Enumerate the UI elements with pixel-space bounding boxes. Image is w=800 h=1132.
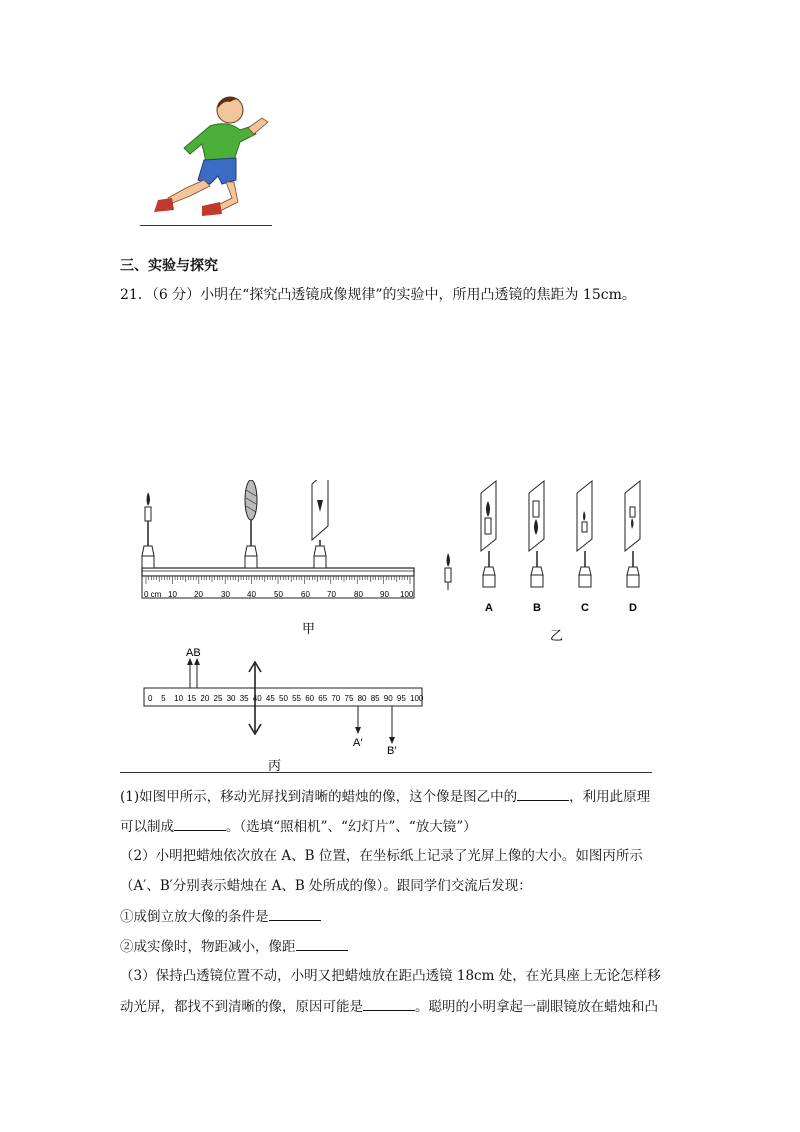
bing-scale-label: 5 bbox=[161, 694, 166, 703]
figure-yi bbox=[436, 475, 666, 650]
runner-illustration bbox=[140, 88, 280, 223]
image-label-b: B′ bbox=[387, 745, 397, 757]
blank-5[interactable] bbox=[363, 996, 415, 1011]
bing-scale-label: 25 bbox=[213, 694, 223, 703]
bing-scale-label: 55 bbox=[292, 694, 302, 703]
jia-label-50: 50 bbox=[274, 590, 283, 599]
yi-option-b[interactable] bbox=[529, 481, 544, 614]
option-b-label: B bbox=[533, 602, 541, 614]
bing-scale-label: 95 bbox=[396, 694, 406, 703]
answer-line bbox=[140, 225, 272, 226]
yi-option-c[interactable] bbox=[577, 481, 592, 614]
bing-scale-label: 60 bbox=[305, 694, 315, 703]
option-d-label: D bbox=[629, 602, 637, 614]
blank-1[interactable] bbox=[517, 786, 569, 801]
bing-scale-label: 90 bbox=[383, 694, 393, 703]
figure-bing-caption: 丙 bbox=[268, 758, 282, 773]
object-arrows bbox=[186, 647, 201, 688]
section-title: 三、实验与探究 bbox=[120, 258, 218, 274]
light-screen bbox=[312, 480, 328, 568]
bing-scale-label: 30 bbox=[226, 694, 236, 703]
bing-scale-label: 45 bbox=[265, 694, 275, 703]
part2-sub1 bbox=[120, 906, 321, 927]
bing-scale-label: 0 bbox=[148, 694, 153, 703]
part3-text-a: 动光屏，都找不到清晰的像，原因可能是 bbox=[120, 999, 363, 1015]
figure-bing bbox=[140, 640, 440, 775]
part2-line1: （2）小明把蜡烛依次放在 A、B 位置，在坐标纸上记录了光屏上像的大小。如图丙所示 bbox=[120, 848, 643, 864]
bing-scale-label: 75 bbox=[344, 694, 354, 703]
part3-line1: （3）保持凸透镜位置不动，小明又把蜡烛放在距凸透镜 18cm 处，在光具座上无论怎样移 bbox=[120, 968, 661, 984]
convex-lens bbox=[245, 480, 257, 568]
jia-label-10: 10 bbox=[168, 590, 177, 599]
part2-line2: （A′、B′分别表示蜡烛在 A、B 处所成的像）。跟同学们交流后发现： bbox=[120, 878, 532, 894]
yi-option-d[interactable] bbox=[625, 481, 640, 614]
option-a-label: A bbox=[485, 602, 493, 614]
figure-jia-caption: 甲 bbox=[302, 621, 316, 636]
jia-label-80: 80 bbox=[354, 590, 363, 599]
jia-label-20: 20 bbox=[194, 590, 203, 599]
part3-text-b: 。聪明的小明拿起一副眼镜放在蜡烛和凸 bbox=[415, 999, 658, 1015]
part3-line2 bbox=[120, 996, 658, 1017]
yi-candle bbox=[445, 553, 451, 590]
part2-sub2 bbox=[120, 936, 348, 957]
part1-text-d: 。（选填“照相机”、“幻灯片”、“放大镜”） bbox=[226, 819, 477, 835]
question-intro: 21．（6 分）小明在“探究凸透镜成像规律”的实验中，所用凸透镜的焦距为 15cm。 bbox=[120, 287, 636, 303]
bing-scale-label: 80 bbox=[357, 694, 367, 703]
option-c-label: C bbox=[581, 602, 589, 614]
yi-option-a[interactable] bbox=[481, 481, 496, 614]
image-label-a: A′ bbox=[353, 737, 363, 749]
figure-jia bbox=[130, 480, 430, 640]
candle bbox=[142, 492, 154, 568]
jia-label-100: 100 bbox=[400, 590, 414, 599]
figure-yi-caption: 乙 bbox=[550, 628, 564, 643]
bing-scale-label: 35 bbox=[239, 694, 249, 703]
jia-label-40: 40 bbox=[247, 590, 256, 599]
jia-label-70: 70 bbox=[327, 590, 336, 599]
part2-sub1-text: ①成倒立放大像的条件是 bbox=[120, 909, 269, 925]
blank-4[interactable] bbox=[296, 936, 348, 951]
bing-scale-label: 20 bbox=[200, 694, 210, 703]
part1-text-c: 可以制成 bbox=[120, 819, 174, 835]
blank-3[interactable] bbox=[269, 906, 321, 921]
bing-scale-label: 50 bbox=[279, 694, 288, 703]
bing-scale-label: 10 bbox=[174, 694, 184, 703]
bing-scale-label: 70 bbox=[331, 694, 341, 703]
part1-text-a: (1)如图甲所示，移动光屏找到清晰的蜡烛的像，这个像是图乙中的 bbox=[120, 789, 518, 805]
separator-line bbox=[120, 772, 652, 773]
jia-label-60: 60 bbox=[301, 590, 310, 599]
part1-text-b: ，利用此原理 bbox=[569, 789, 651, 805]
part1-line1 bbox=[120, 786, 650, 807]
image-arrows bbox=[353, 706, 396, 757]
jia-label-0: 0 cm bbox=[144, 590, 162, 599]
object-label: AB bbox=[186, 647, 201, 659]
part2-sub2-text: ②成实像时，物距减小，像距 bbox=[120, 939, 296, 955]
blank-2[interactable] bbox=[174, 816, 226, 831]
bing-scale-label: 100 bbox=[410, 694, 424, 703]
bing-scale-label: 15 bbox=[187, 694, 197, 703]
jia-label-30: 30 bbox=[221, 590, 230, 599]
part1-line2 bbox=[120, 816, 477, 837]
jia-label-90: 90 bbox=[380, 590, 389, 599]
bing-scale-label: 65 bbox=[318, 694, 328, 703]
bing-scale-label: 40 bbox=[252, 694, 262, 703]
bing-scale-label: 85 bbox=[370, 694, 380, 703]
